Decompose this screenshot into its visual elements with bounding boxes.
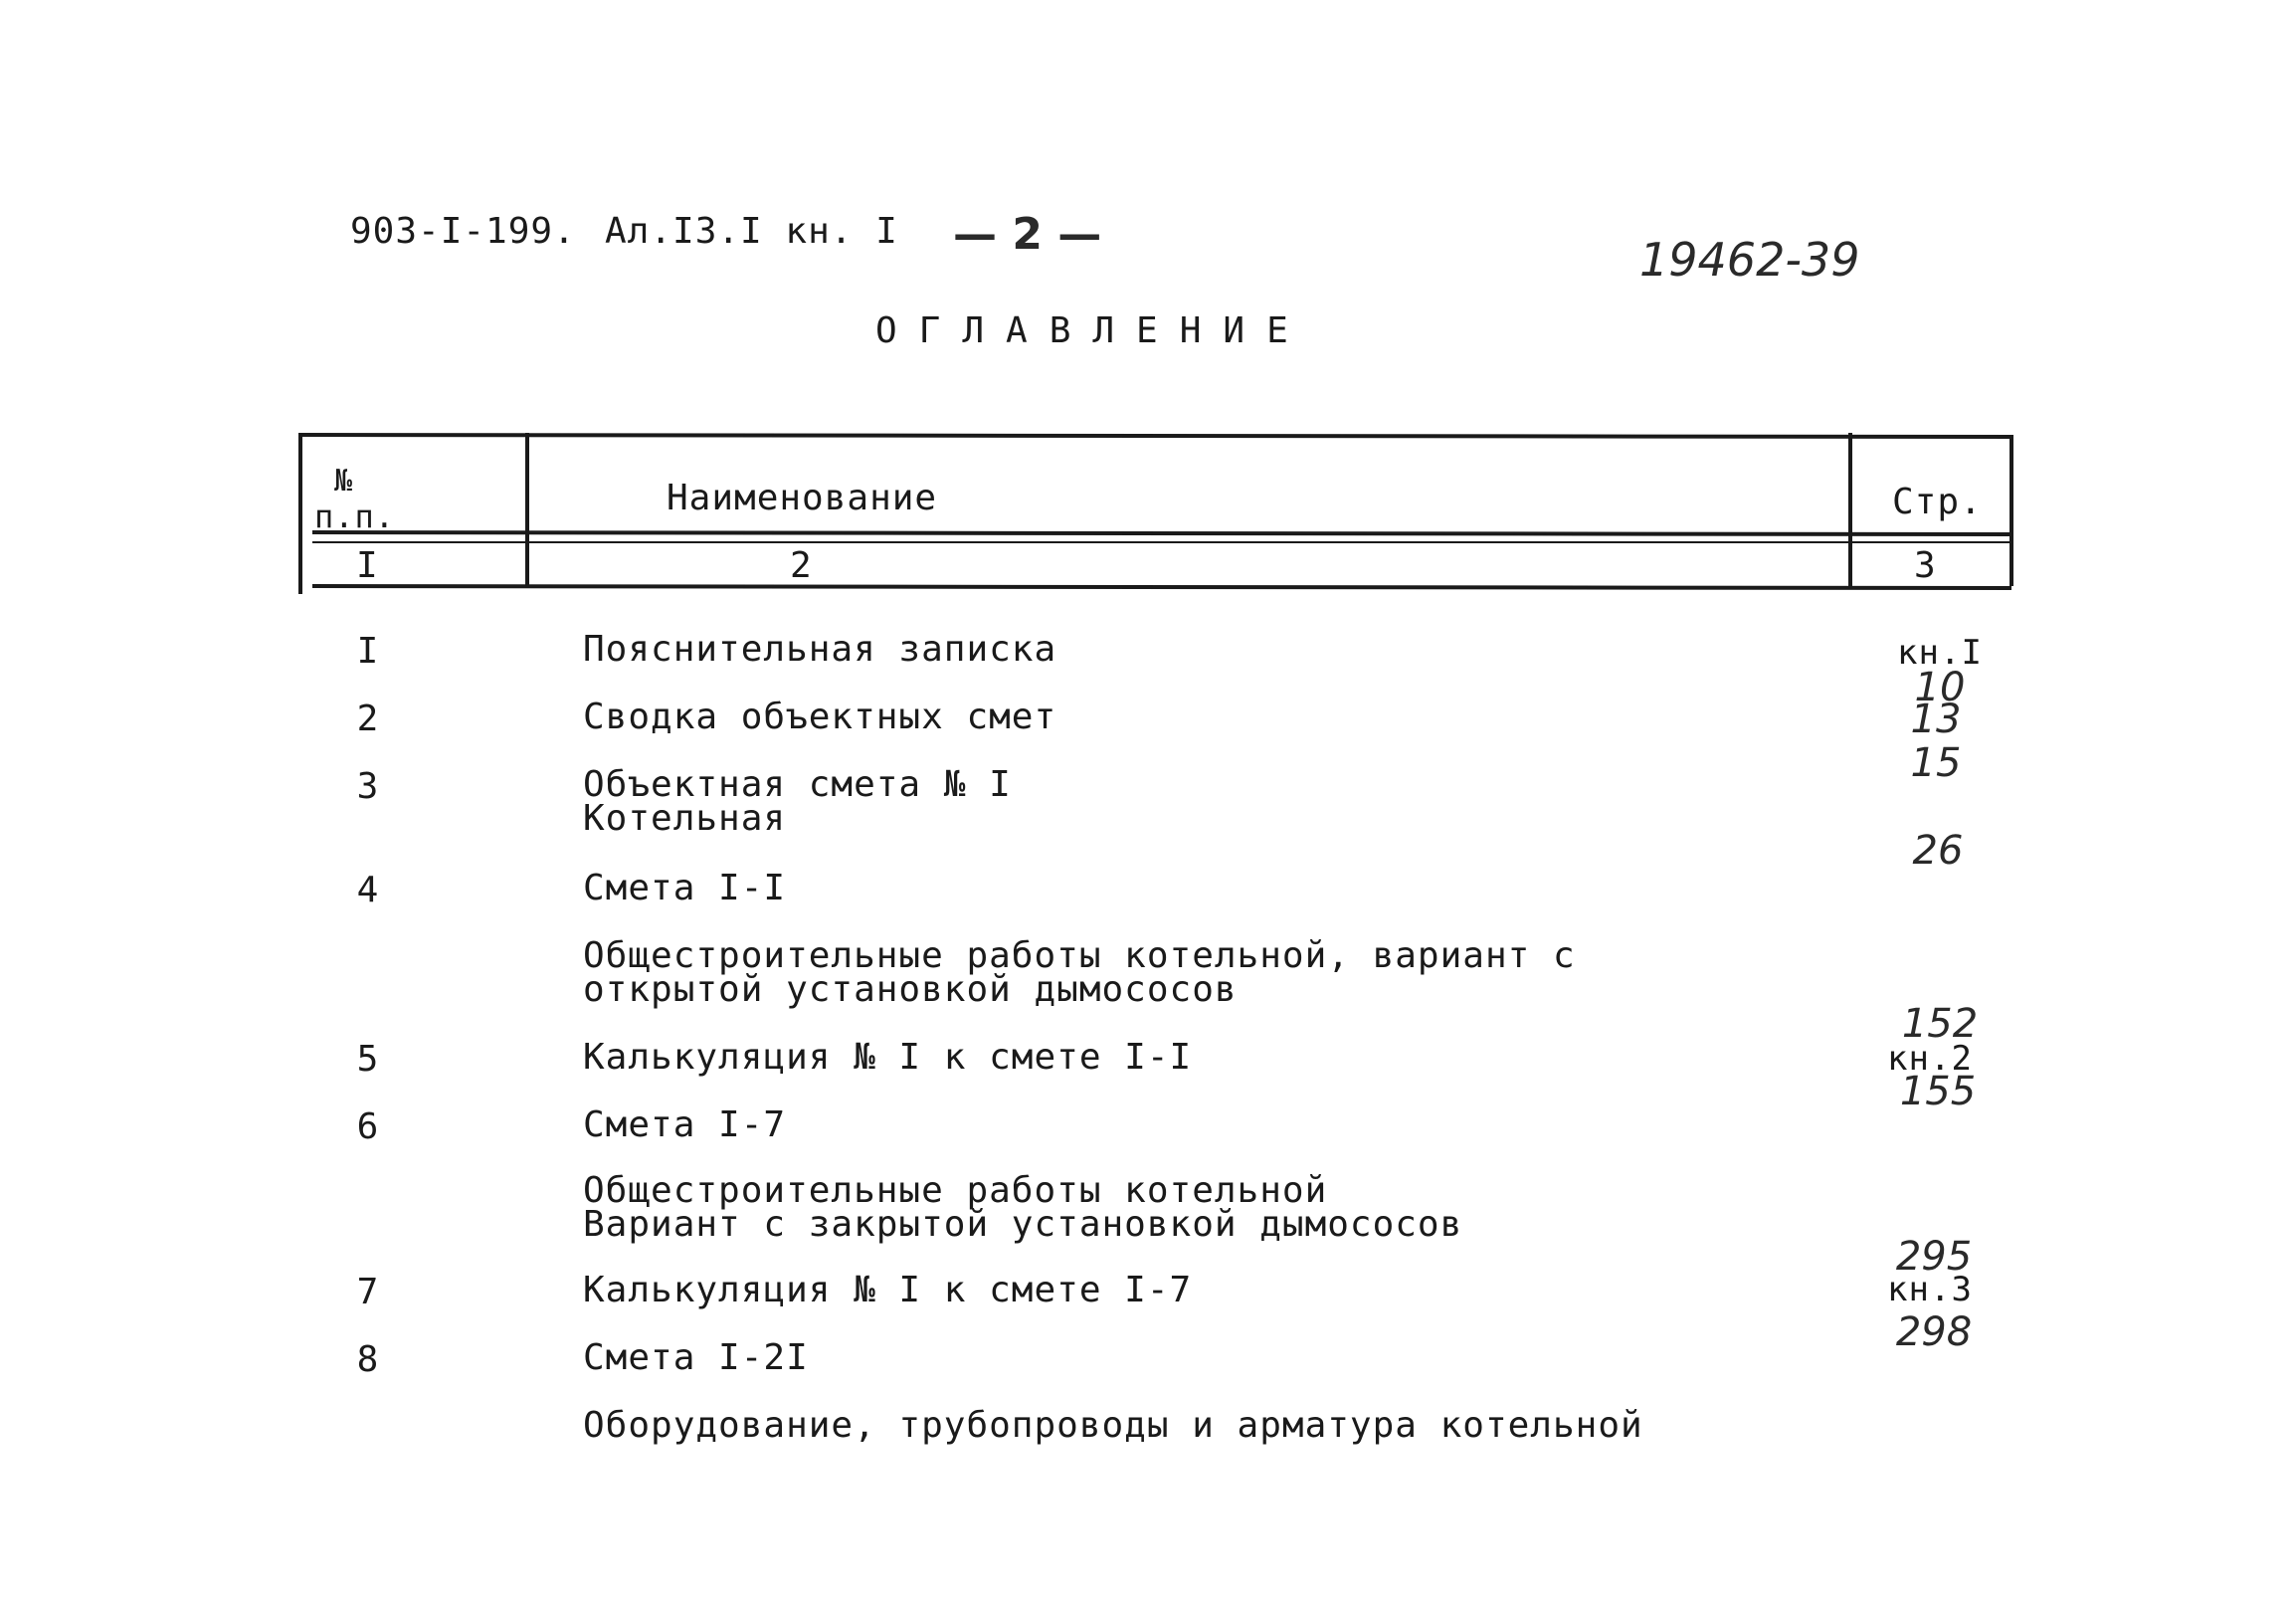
row-1-number: I [356, 631, 380, 672]
header-col2-index: 2 [790, 545, 813, 586]
row-3-title [583, 764, 1012, 839]
row-5-number: 5 [356, 1039, 380, 1080]
row-8-description [583, 1405, 1643, 1446]
page-number: — 2 — [953, 209, 1102, 260]
header-col1-index: I [356, 545, 379, 586]
header-col-number-sign: № [334, 464, 354, 499]
row-3-number: 3 [356, 766, 380, 807]
row-8-title [583, 1337, 809, 1378]
row-2-title [583, 697, 1057, 737]
header-col-number-label: п.п. [314, 498, 396, 535]
header-col-page: Стр. [1892, 482, 1983, 522]
row-4-number: 4 [356, 870, 380, 910]
row-6-description [583, 1170, 1463, 1245]
row-6-desc-line-1: Общестроительные работы котельной [583, 1170, 1328, 1211]
document-code: 903-I-199. [350, 211, 576, 252]
row-6-title [583, 1104, 787, 1145]
page-title: ОГЛАВЛЕНИЕ [875, 310, 1310, 351]
row-6-desc-line-2: Вариант с закрытой установкой дымососов [583, 1204, 1463, 1245]
page-ref-15: 15 [1910, 740, 1962, 786]
table-header-frame [288, 423, 2039, 597]
album-reference: Ал.I3.I кн. I [605, 211, 898, 252]
row-4-desc-line-1: Общестроительные работы котельной, вариант с [583, 935, 1576, 976]
page-ref-26: 26 [1912, 828, 1964, 874]
row-7-number: 7 [356, 1272, 380, 1312]
row-3-line-1: Объектная смета № I [583, 764, 1012, 805]
page-ref-10: 10 [1914, 665, 1966, 710]
row-4-desc-line-2: открытой установкой дымососов [583, 969, 1238, 1010]
row-8-desc-line-1: Оборудование, трубопроводы и арматура котельной [583, 1405, 1643, 1446]
row-5-title [583, 1037, 1193, 1078]
row-7-title [583, 1270, 1193, 1310]
row-1-line-1: Пояснительная записка [583, 629, 1057, 670]
row-6-number: 6 [356, 1106, 380, 1147]
row-4-description [583, 935, 1576, 1010]
row-4-line-1: Смета I-I [583, 868, 787, 908]
header-col-name: Наименование [667, 478, 938, 518]
row-5-line-1: Калькуляция № I к смете I-I [583, 1037, 1193, 1078]
page-ref-152: 152 [1901, 1001, 1979, 1047]
row-7-line-1: Калькуляция № I к смете I-7 [583, 1270, 1193, 1310]
inventory-number: 19462-39 [1639, 233, 1860, 287]
row-2-number: 2 [356, 699, 380, 739]
page-ref-book-2: кн.2 [1887, 1039, 1973, 1079]
row-4-title [583, 868, 787, 908]
row-1-title [583, 629, 1057, 670]
page-ref-13: 13 [1910, 697, 1962, 742]
page-ref-295: 295 [1895, 1234, 1973, 1280]
page-ref-155: 155 [1899, 1069, 1977, 1114]
page-ref-298: 298 [1895, 1309, 1973, 1355]
row-2-line-1: Сводка объектных смет [583, 697, 1057, 737]
header-col3-index: 3 [1914, 545, 1937, 586]
row-8-line-1: Смета I-2I [583, 1337, 809, 1378]
page-ref-book-1: кн.I [1897, 633, 1983, 673]
row-6-line-1: Смета I-7 [583, 1104, 787, 1145]
row-3-line-2: Котельная [583, 798, 787, 839]
row-8-number: 8 [356, 1339, 380, 1380]
page-ref-book-3: кн.3 [1887, 1270, 1973, 1309]
